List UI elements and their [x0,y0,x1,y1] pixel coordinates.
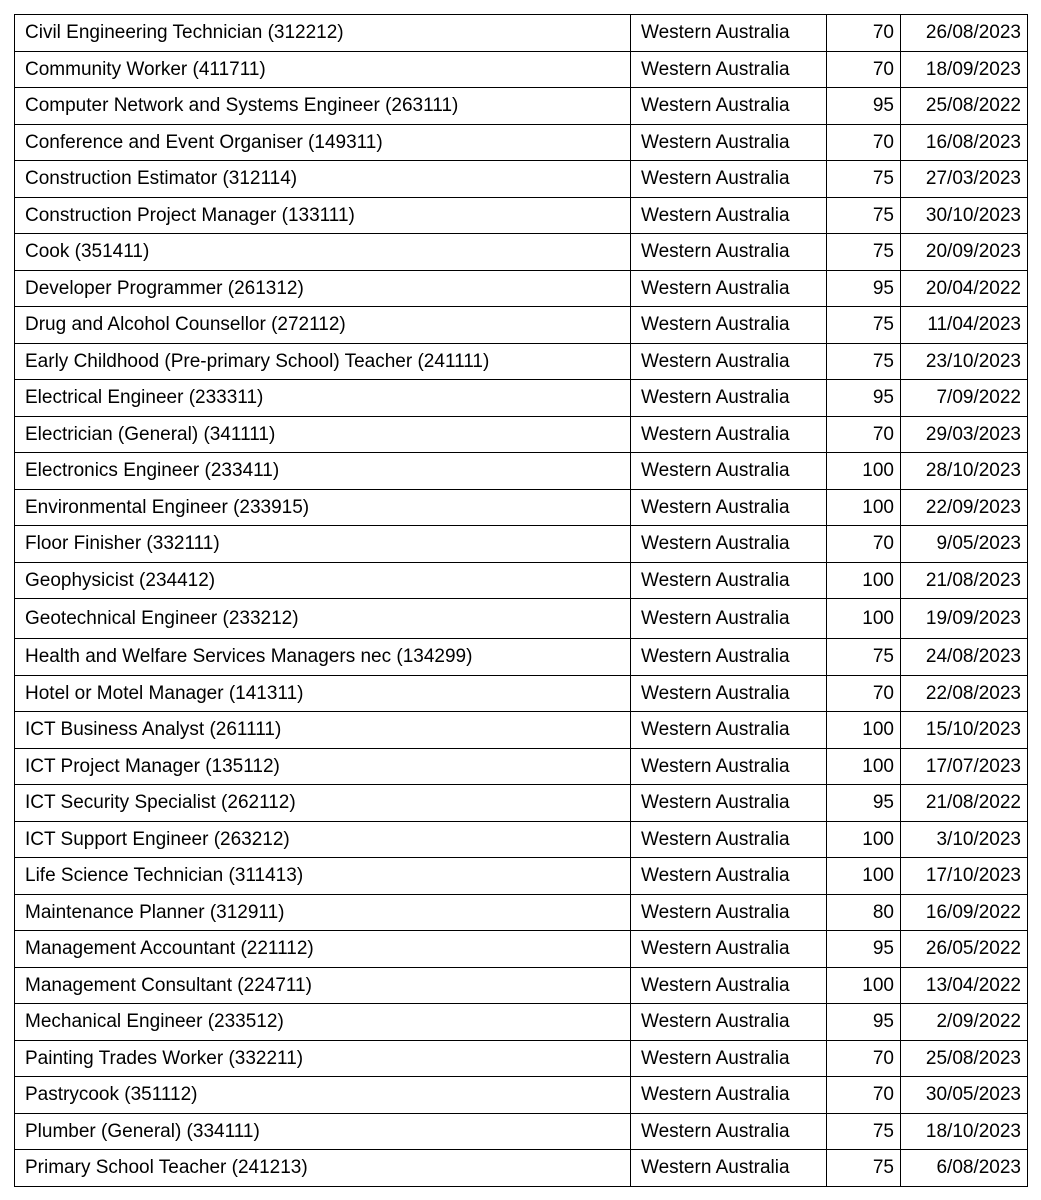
date-cell: 20/04/2022 [901,270,1028,307]
occupation-cell: Geotechnical Engineer (233212) [15,599,631,639]
occupation-cell: Community Worker (411711) [15,51,631,88]
date-cell: 19/09/2023 [901,599,1028,639]
points-cell: 70 [827,1077,901,1114]
table-row [15,51,1028,88]
table-row [15,562,1028,599]
points-cell: 95 [827,380,901,417]
points-cell: 95 [827,270,901,307]
occupation-cell: Hotel or Motel Manager (141311) [15,675,631,712]
points-cell: 100 [827,821,901,858]
points-cell: 100 [827,858,901,895]
state-cell: Western Australia [631,489,827,526]
occupation-cell: Construction Estimator (312114) [15,161,631,198]
occupation-cell: Plumber (General) (334111) [15,1113,631,1150]
state-cell: Western Australia [631,453,827,490]
occupation-cell: Civil Engineering Technician (312212) [15,15,631,52]
points-cell: 70 [827,124,901,161]
occupation-cell: Mechanical Engineer (233512) [15,1004,631,1041]
table-row [15,599,1028,639]
date-cell: 6/08/2023 [901,1150,1028,1187]
state-cell: Western Australia [631,307,827,344]
state-cell: Western Australia [631,1004,827,1041]
date-cell: 18/09/2023 [901,51,1028,88]
occupation-cell: ICT Project Manager (135112) [15,748,631,785]
table-row [15,712,1028,749]
points-cell: 100 [827,967,901,1004]
table-row [15,234,1028,271]
points-cell: 70 [827,675,901,712]
state-cell: Western Australia [631,526,827,563]
occupation-cell: Electrician (General) (341111) [15,416,631,453]
occupation-table-container [14,14,1028,1187]
state-cell: Western Australia [631,639,827,676]
date-cell: 11/04/2023 [901,307,1028,344]
table-row [15,307,1028,344]
points-cell: 100 [827,562,901,599]
table-row [15,526,1028,563]
points-cell: 80 [827,894,901,931]
table-row [15,858,1028,895]
state-cell: Western Australia [631,858,827,895]
date-cell: 17/07/2023 [901,748,1028,785]
state-cell: Western Australia [631,931,827,968]
date-cell: 25/08/2023 [901,1040,1028,1077]
table-row [15,675,1028,712]
date-cell: 28/10/2023 [901,453,1028,490]
table-row [15,343,1028,380]
state-cell: Western Australia [631,88,827,125]
occupation-table-body [15,15,1028,1187]
occupation-cell: ICT Support Engineer (263212) [15,821,631,858]
state-cell: Western Australia [631,51,827,88]
table-row [15,124,1028,161]
table-row [15,489,1028,526]
table-row [15,416,1028,453]
table-row [15,1150,1028,1187]
points-cell: 75 [827,1150,901,1187]
date-cell: 27/03/2023 [901,161,1028,198]
points-cell: 95 [827,785,901,822]
date-cell: 18/10/2023 [901,1113,1028,1150]
state-cell: Western Australia [631,675,827,712]
occupation-cell: Floor Finisher (332111) [15,526,631,563]
state-cell: Western Australia [631,161,827,198]
points-cell: 70 [827,15,901,52]
occupation-cell: Health and Welfare Services Managers nec (134299) [15,639,631,676]
occupation-cell: Painting Trades Worker (332211) [15,1040,631,1077]
occupation-cell: Computer Network and Systems Engineer (263111) [15,88,631,125]
state-cell: Western Australia [631,1150,827,1187]
table-row [15,15,1028,52]
occupation-cell: Management Consultant (224711) [15,967,631,1004]
state-cell: Western Australia [631,562,827,599]
state-cell: Western Australia [631,15,827,52]
date-cell: 30/10/2023 [901,197,1028,234]
table-row [15,639,1028,676]
date-cell: 17/10/2023 [901,858,1028,895]
date-cell: 16/08/2023 [901,124,1028,161]
occupation-cell: Conference and Event Organiser (149311) [15,124,631,161]
state-cell: Western Australia [631,1113,827,1150]
date-cell: 21/08/2023 [901,562,1028,599]
occupation-cell: Early Childhood (Pre-primary School) Teacher (241111) [15,343,631,380]
points-cell: 75 [827,234,901,271]
state-cell: Western Australia [631,967,827,1004]
points-cell: 70 [827,526,901,563]
points-cell: 100 [827,599,901,639]
date-cell: 22/08/2023 [901,675,1028,712]
occupation-cell: Electronics Engineer (233411) [15,453,631,490]
date-cell: 16/09/2022 [901,894,1028,931]
table-row [15,1040,1028,1077]
table-row [15,821,1028,858]
points-cell: 100 [827,453,901,490]
points-cell: 100 [827,489,901,526]
date-cell: 2/09/2022 [901,1004,1028,1041]
occupation-cell: Geophysicist (234412) [15,562,631,599]
date-cell: 13/04/2022 [901,967,1028,1004]
state-cell: Western Australia [631,124,827,161]
date-cell: 23/10/2023 [901,343,1028,380]
occupation-cell: Pastrycook (351112) [15,1077,631,1114]
occupation-cell: Cook (351411) [15,234,631,271]
points-cell: 70 [827,1040,901,1077]
points-cell: 75 [827,639,901,676]
occupation-table [14,14,1028,1187]
state-cell: Western Australia [631,785,827,822]
table-row [15,380,1028,417]
date-cell: 29/03/2023 [901,416,1028,453]
occupation-cell: Electrical Engineer (233311) [15,380,631,417]
state-cell: Western Australia [631,343,827,380]
occupation-cell: ICT Security Specialist (262112) [15,785,631,822]
points-cell: 75 [827,197,901,234]
date-cell: 21/08/2022 [901,785,1028,822]
state-cell: Western Australia [631,416,827,453]
points-cell: 75 [827,343,901,380]
occupation-cell: Environmental Engineer (233915) [15,489,631,526]
points-cell: 100 [827,748,901,785]
occupation-cell: Management Accountant (221112) [15,931,631,968]
state-cell: Western Australia [631,1077,827,1114]
table-row [15,967,1028,1004]
points-cell: 95 [827,88,901,125]
state-cell: Western Australia [631,270,827,307]
state-cell: Western Australia [631,748,827,785]
occupation-cell: Construction Project Manager (133111) [15,197,631,234]
table-row [15,785,1028,822]
points-cell: 75 [827,307,901,344]
table-row [15,270,1028,307]
date-cell: 26/08/2023 [901,15,1028,52]
date-cell: 15/10/2023 [901,712,1028,749]
date-cell: 26/05/2022 [901,931,1028,968]
occupation-cell: Developer Programmer (261312) [15,270,631,307]
state-cell: Western Australia [631,894,827,931]
occupation-cell: Primary School Teacher (241213) [15,1150,631,1187]
state-cell: Western Australia [631,234,827,271]
date-cell: 24/08/2023 [901,639,1028,676]
date-cell: 25/08/2022 [901,88,1028,125]
state-cell: Western Australia [631,599,827,639]
occupation-cell: Drug and Alcohol Counsellor (272112) [15,307,631,344]
state-cell: Western Australia [631,197,827,234]
table-row [15,1077,1028,1114]
table-row [15,453,1028,490]
table-row [15,197,1028,234]
date-cell: 9/05/2023 [901,526,1028,563]
table-row [15,748,1028,785]
table-row [15,931,1028,968]
points-cell: 100 [827,712,901,749]
table-row [15,894,1028,931]
table-row [15,1004,1028,1041]
points-cell: 75 [827,1113,901,1150]
date-cell: 22/09/2023 [901,489,1028,526]
points-cell: 70 [827,416,901,453]
points-cell: 70 [827,51,901,88]
date-cell: 3/10/2023 [901,821,1028,858]
state-cell: Western Australia [631,712,827,749]
state-cell: Western Australia [631,1040,827,1077]
state-cell: Western Australia [631,380,827,417]
occupation-cell: ICT Business Analyst (261111) [15,712,631,749]
table-row [15,1113,1028,1150]
points-cell: 95 [827,931,901,968]
points-cell: 75 [827,161,901,198]
date-cell: 20/09/2023 [901,234,1028,271]
date-cell: 30/05/2023 [901,1077,1028,1114]
table-row [15,88,1028,125]
state-cell: Western Australia [631,821,827,858]
date-cell: 7/09/2022 [901,380,1028,417]
occupation-cell: Maintenance Planner (312911) [15,894,631,931]
table-row [15,161,1028,198]
points-cell: 95 [827,1004,901,1041]
occupation-cell: Life Science Technician (311413) [15,858,631,895]
